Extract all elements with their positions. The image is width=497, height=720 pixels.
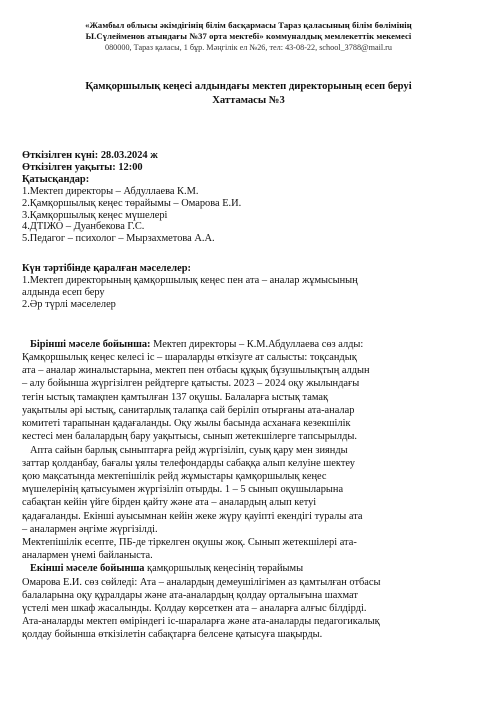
section-1-line: тегін ыстық тамақпен қамтылған 137 оқушы. Балаларға ыстық тамақ xyxy=(22,391,328,403)
minutes-body xyxy=(22,338,475,642)
section-1-line: уақытылы әрі ыстық, санитарлық талапқа сай беріліп отырғаны ата-аналар xyxy=(22,404,355,416)
letterhead-line-1: «Жамбыл облысы әкімдігінің білім басқармасы Тараз қаласының білім бөлімінің xyxy=(85,20,412,30)
letterhead xyxy=(22,0,475,53)
document-title xyxy=(22,80,475,108)
section-1-line: кестесі мен балалардың бару уақытысы, сынып жетекшілерге тапсырылды. xyxy=(22,431,357,443)
section-1-line: комитеті тарапынан қадағаланды. Оқу жылы басында асханаға кезекшілік xyxy=(22,418,351,430)
section-2-line: Мектепішілік есепте, ПБ-де тіркелген оқушы жоқ. Сынып жетекшілері ата- xyxy=(22,536,357,548)
title-line-2: Хаттамасы №3 xyxy=(212,95,285,106)
meeting-date: Өткізілген күні: 28.03.2024 ж xyxy=(22,150,158,161)
meeting-time: Өткізілген уақыты: 12:00 xyxy=(22,161,143,173)
section-3-line: Ата-аналарды мектеп өміріндегі іс-шараларға және ата-аналарды педагогикалық xyxy=(22,616,380,628)
agenda-item-1-cont: алдында есеп беру xyxy=(22,287,105,299)
section-2-line: қою мақсатында мектепішілік рейд жұмыстары қамқоршылық кеңес xyxy=(22,470,327,482)
agenda-item-1: 1.Мектеп директорының қамқоршылық кеңес пен ата – аналар жұмысының xyxy=(22,275,358,287)
agenda-heading: Күн тәртібінде қаралған мәселелер: xyxy=(22,263,191,275)
participant-item: 5.Педагог – психолог – Мырзахметова А.А. xyxy=(22,233,215,245)
section-3-line: қолдау бойынша өткізілетін сабақтарға белсене қатысуға шақырды. xyxy=(22,629,323,641)
section-2-line: қадағаланды. Екінші ауысымнан кейін жеке жүру қауіпті екендігі туралы ата xyxy=(22,510,363,522)
participant-item: 3.Қамқоршылық кеңес мүшелері xyxy=(22,209,168,221)
section-2-line: – аналармен әңгіме жүргізілді. xyxy=(22,523,158,535)
section-1-heading: Бірінші мәселе бойынша: xyxy=(30,338,151,350)
agenda xyxy=(22,263,475,311)
section-2-line: сабақтан кейін үйге бірден қайту және ата – аналардың алып кетуі xyxy=(22,497,317,509)
participant-item: 4.ДТІЖО – Дуанбекова Г.С. xyxy=(22,221,145,233)
section-1-line: Қамқоршылық кеңес келесі іс – шараларды өткізуге ат салысты: тоқсандық xyxy=(22,352,357,364)
participant-item: 1.Мектеп директоры – Абдуллаева К.М. xyxy=(22,185,199,197)
participant-item: 2.Қамқоршылық кеңес төрайымы – Омарова Е.И. xyxy=(22,197,242,209)
participants-heading: Қатысқандар: xyxy=(22,173,90,185)
section-3-line: үстелі мен шкаф жасалынды. Қолдау көрсеткен ата – аналарға алғыс білдірді. xyxy=(22,602,367,614)
agenda-item-2: 2.Әр түрлі мәселелер xyxy=(22,298,116,310)
section-3-line: балаларына оқу құралдары және ата-аналардың қолдау орталығына шахмат xyxy=(22,589,358,601)
section-1-line: – алу бойынша жүргізілген рейдтерге қатысты. 2023 – 2024 оқу жылындағы xyxy=(22,378,360,390)
section-1-line: ата – аналар жиналыстарына, мектеп пен отбасы құқық бұзушылықтың алдын xyxy=(22,365,370,377)
section-2-line: мүшелерінің қатысуымен жүргізіліп отырды. 1 – 5 сынып оқушыларына xyxy=(22,484,344,496)
section-3-line: Омарова Е.И. сөз сөйледі: Ата – аналардың демеушілігімен аз қамтылған отбасы xyxy=(22,576,381,588)
meeting-info xyxy=(22,150,475,245)
title-line-1: Қамқоршылық кеңесі алдындағы мектеп директорының есеп беруі xyxy=(85,81,412,92)
letterhead-line-2: Ы.Сүлейменов атындағы №37 орта мектебі» коммуналдық мемлекеттік мекемесі xyxy=(85,31,412,41)
section-3-heading: Екінші мәселе бойынша xyxy=(30,563,145,575)
section-3-line: Екінші мәселе бойынша қамқоршылық кеңесінің төрайымы xyxy=(30,563,304,575)
letterhead-address: 080000, Тараз қаласы, 1 бұр. Мәңгілік ел №26, тел: 43-08-22, school_3788@mail.ru xyxy=(104,43,393,52)
section-1-line: Бірінші мәселе бойынша: Мектеп директоры – К.М.Абдуллаева сөз алды: xyxy=(30,338,364,350)
section-2-line: заттар қолданбау, бағалы ұялы телефондарды сабаққа алып келуіне шектеу xyxy=(22,457,355,469)
section-2-line: Апта сайын барлық сыныптарға рейд жүргізіліп, суық қару мен зиянды xyxy=(30,444,348,456)
section-2-line: аналармен үнемі байланыста. xyxy=(22,550,153,562)
